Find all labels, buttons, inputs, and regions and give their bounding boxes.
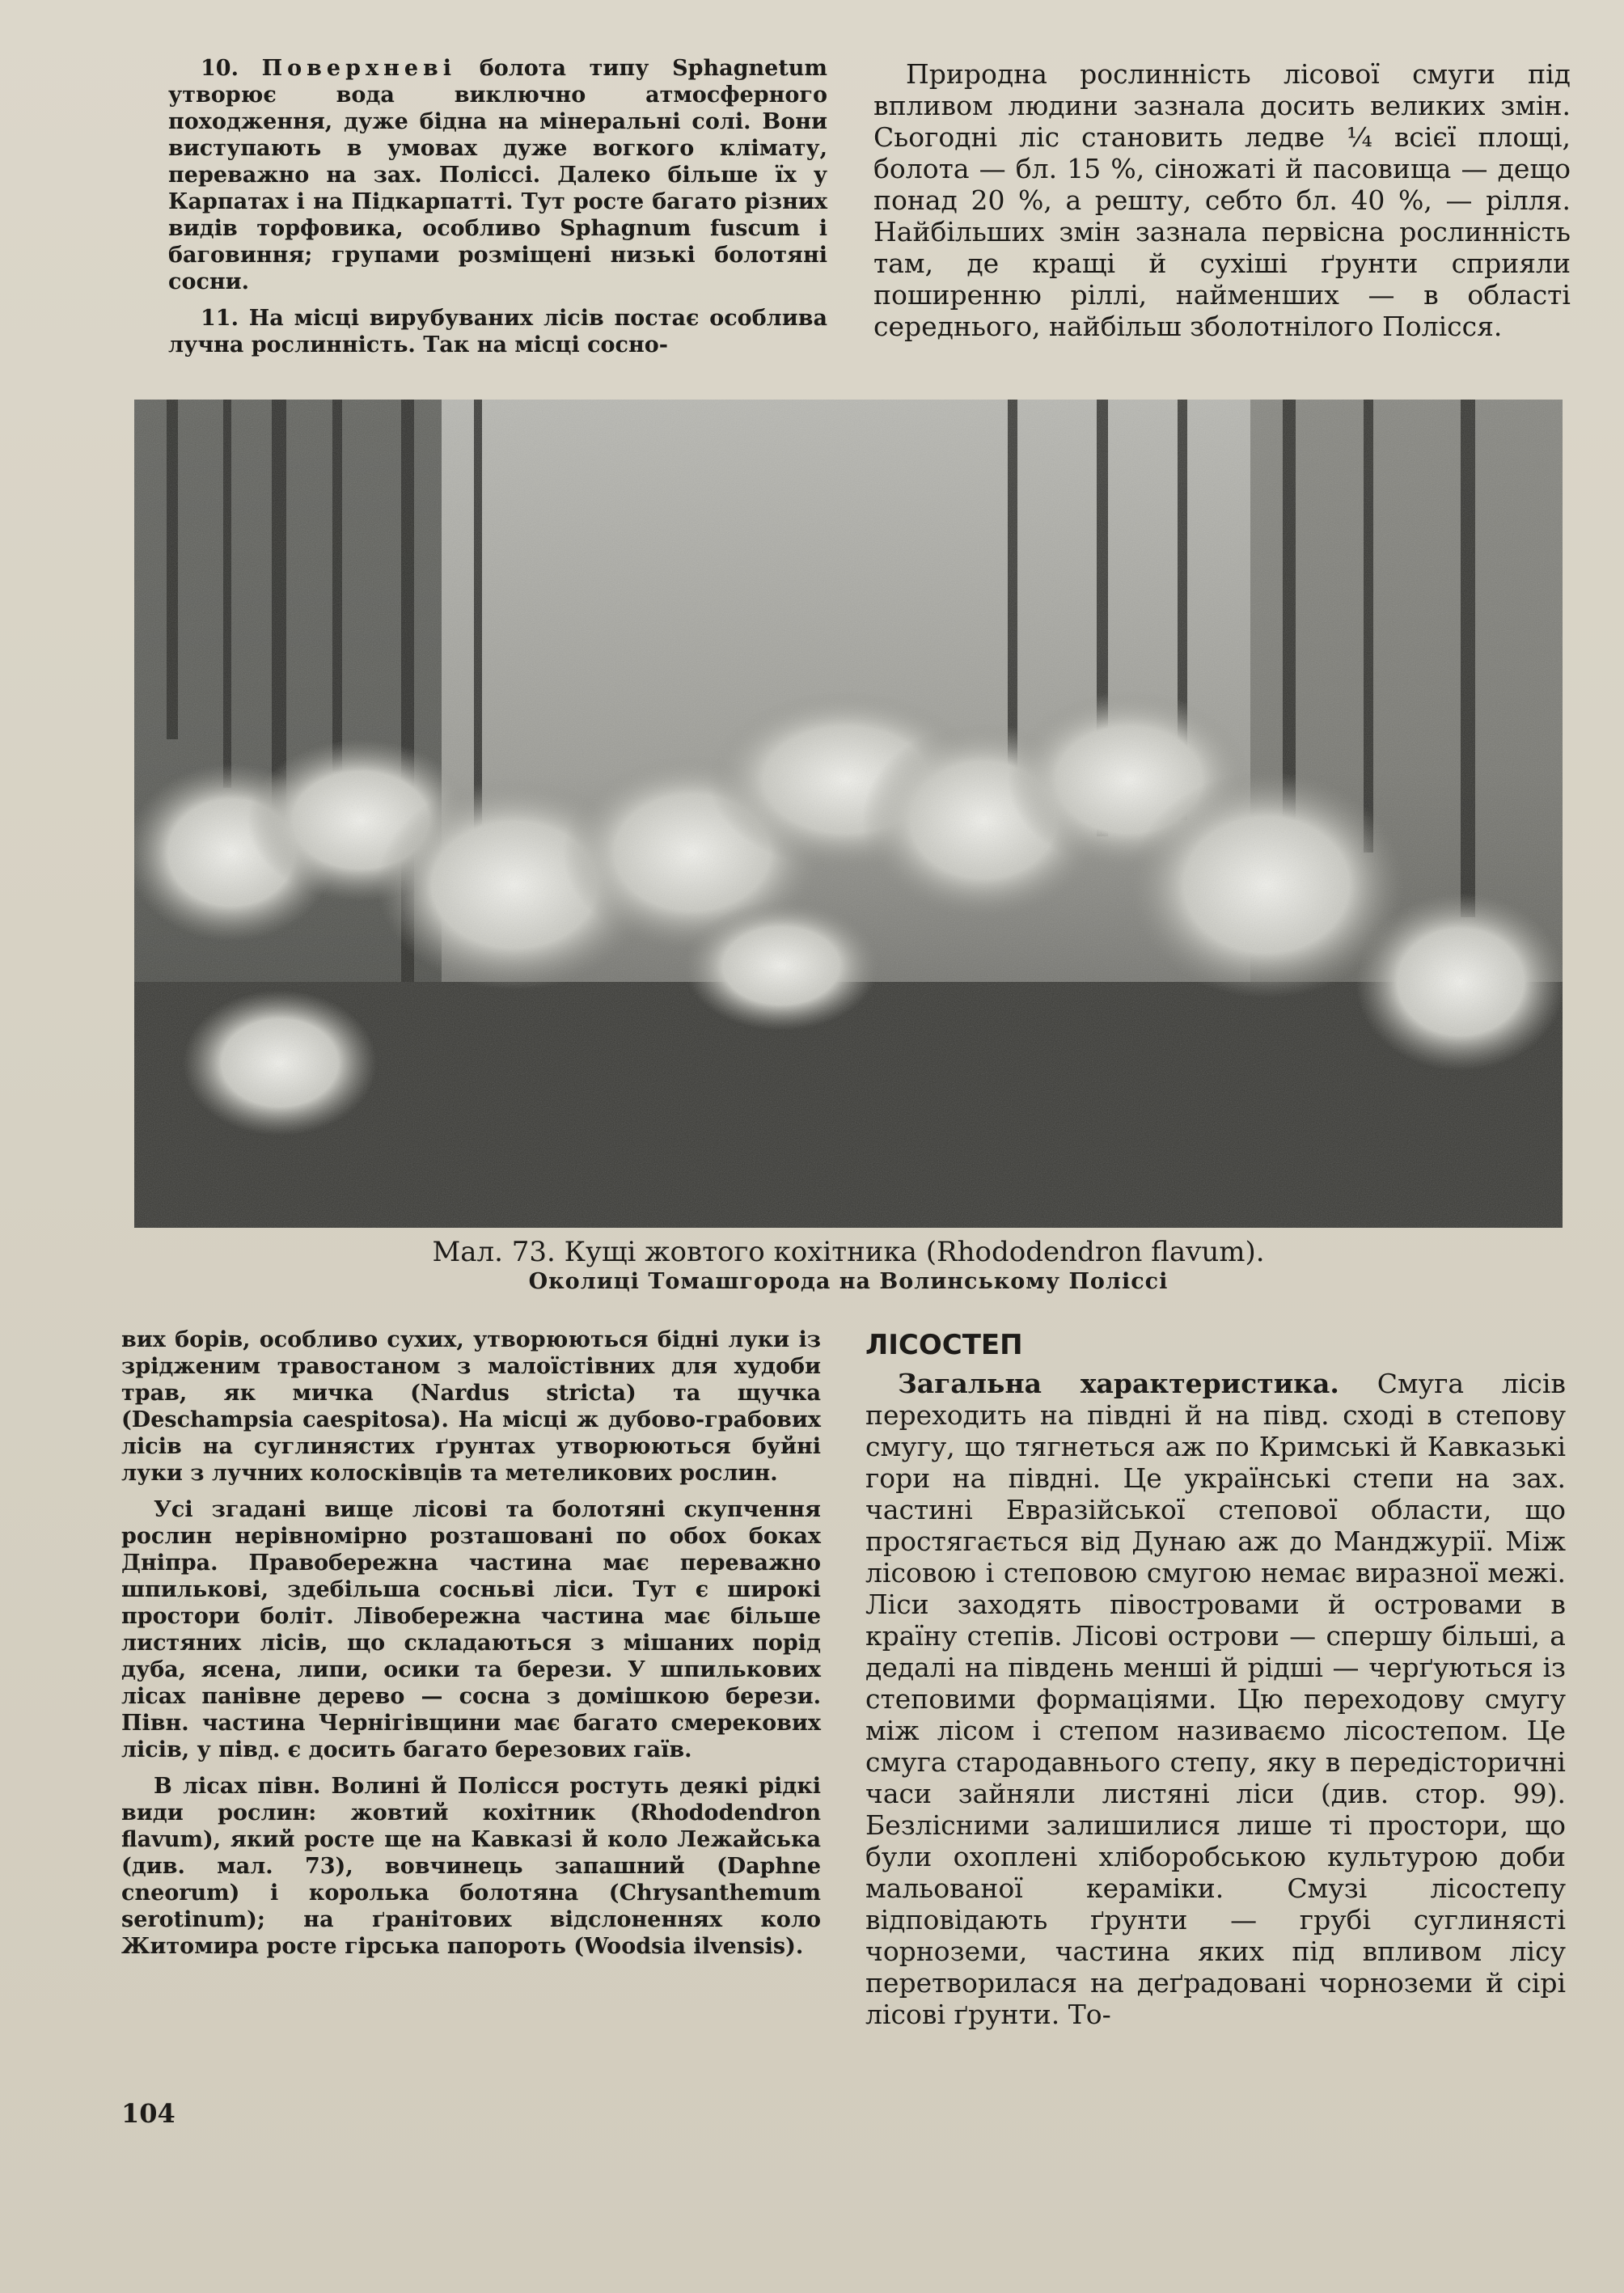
figure-caption-main: Мал. 73. Кущі жовтого кохітника (Rhododendron flavum).: [432, 1236, 1265, 1268]
paragraph-10-lead-word: Поверхневі: [261, 56, 457, 81]
bottom-left-paragraph-3: В лісах півн. Волині й Полісся ростуть деякі рідкі види рослин: жовтий кохітник (Rhododendron flavum), який росте ще на Кавказі й коло Лежайська (див. мал. 73), вовчинець запашний (Daphne cneorum) і королька болотяна (Chrysanthemum serotinum); на ґранітових відслоненнях коло Житомира росте гірська папороть (Woodsia ilvensis).: [121, 1774, 821, 1959]
forest-photo-image: [134, 400, 1563, 1228]
paragraph-10: [168, 55, 827, 295]
section-heading: ЛІСОСТЕП: [865, 1329, 1023, 1361]
bottom-left-column: [121, 1326, 821, 1969]
paragraph-10-number: 10.: [201, 56, 239, 81]
top-right-paragraph: Природна рослинність лісової смуги під впливом людини зазнала досить великих змін. Сьогодні ліс становить ледве ¼ всієї площі, болота — бл. 15 %, сіножаті й пасовища — дещо понад 20 %, а решту, себто бл. 40 %, — рілля. Найбільших змін зазнала первісна рослинність там, де кращі й сухіші ґрунти сприяли поширенню ріллі, найменших — в області середнього, найбільш зболотнілого Полісся.: [873, 58, 1571, 342]
bottom-right-column: [865, 1330, 1566, 2040]
rhododendron-photo: [134, 400, 1563, 1228]
paragraph-10-text: болота типу Sphagnetum утворює вода виключно атмосферного походження, дуже бідна на мінеральні солі. Вони виступають в умовах дуже вогкого клімату, переважно на зах. Поліссі. Далеко більше їх у Карпатах і на Підкарпатті. Тут росте багато різних видів торфовика, особливо Sphagnum fuscum і баговиння; групами розміщені низькі болотяні сосни.: [168, 56, 827, 294]
bottom-right-paragraph: [865, 1368, 1566, 2030]
bottom-left-paragraph-1: вих борів, особливо сухих, утворюються бідні луки із зрідженим травостаном з малоїстівних для худоби трав, як мичка (Nardus stricta) та щучка (Deschampsia caespitosa). На місці ж дубово-грабових лісів на суглинястих ґрунтах утворюються буйні луки з лучних колосківців та метеликових рослин.: [121, 1327, 821, 1486]
top-left-column: [168, 55, 827, 368]
page-number: 104: [121, 2098, 176, 2129]
figure-caption: [134, 1236, 1563, 1296]
figure-caption-location: Околиці Томашгорода на Волинському Поліссі: [528, 1269, 1169, 1294]
top-right-column: [873, 58, 1571, 352]
paragraph-11: 11. На місці вирубуваних лісів постає особлива лучна рослинність. Так на місці сосно-: [168, 306, 827, 357]
bottom-right-text: Смуга лісів переходить на півдні й на півд. сході в степову смугу, що тягнеться аж по Кримські й Кавказькі гори на півдні. Це українські степи на зах. частині Евразійської степової области, що простягається від Дунаю аж до Манджурії. Між лісовою і степовою смугою немає виразної межі. Ліси заходять півостровами й островами в країну степів. Лісові острови — спершу більші, а дедалі на південь менші й рідші — черґуються із степовими формаціями. Цю переходову смугу між лісом і степом називаємо лісостепом. Це смуга стародавнього степу, яку в передісторичні часи зайняли листяні ліси (див. стор. 99). Безлісними залишилися лише ті простори, що були охоплені хліборобською культурою доби мальованої кераміки. Смузі лісостепу відповідають ґрунти — грубі суглинясті чорноземи, частина яких під впливом лісу перетворилася на деґрадовані чорноземи й сірі лісові ґрунти. То-: [865, 1368, 1566, 2030]
subsection-runin-heading: Загальна характеристика.: [898, 1368, 1339, 1399]
bottom-left-paragraph-2: Усі згадані вище лісові та болотяні скупчення рослин нерівномірно розташовані по обох боках Дніпра. Правобережна частина має переважно шпилькові, здебільша сосньві ліси. Тут є широкі простори боліт. Лівобережна частина має більше листяних лісів, що складаються з мішаних порід дуба, ясена, липи, осики та берези. У шпилькових лісах панівне дерево — сосна з домішкою берези. Півн. частина Чернігівщини має багато смерекових лісів, у півд. є досить багато березових гаїв.: [121, 1497, 821, 1762]
